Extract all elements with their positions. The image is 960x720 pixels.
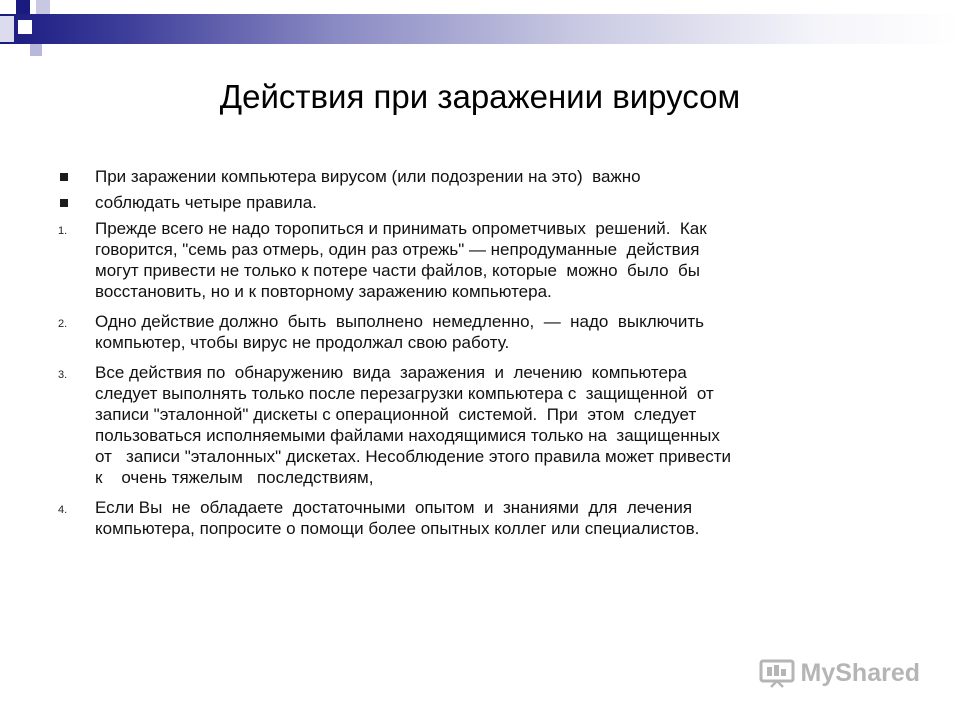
item-line: следует выполнять только после перезагрузки компьютера с защищенной от [95,384,714,403]
item-line: записи "эталонной" дискеты с операционной системой. При этом следует [95,405,697,424]
item-number: 2. [58,318,68,330]
item-line: компьютера, попросите о помощи более опытных коллег или специалистов. [95,519,700,538]
watermark-text: MyShared [800,658,920,687]
item-line: к очень тяжелым последствиям, [95,468,374,487]
numbered-item [58,497,908,539]
numbered-item [58,362,908,488]
item-line: могут привести не только к потере части файлов, которые можно было бы [95,261,700,280]
header-gradient-bar [0,14,960,44]
decor-square-navy [16,0,30,14]
bullet-text: соблюдать четыре правила. [95,193,317,212]
slide-title: Действия при заражении вирусом [219,78,741,115]
item-line: от записи "эталонных" дискетах. Несоблюдение этого правила может привести [95,447,731,466]
numbered-item [58,218,908,302]
item-number: 4. [58,504,68,516]
item-number: 3. [58,369,68,381]
presentation-logo-icon [759,658,795,688]
item-line: Прежде всего не надо торопиться и принимать опрометчивых решений. Как [95,219,707,238]
numbered-item [58,311,908,353]
square-bullet-icon [60,173,68,181]
item-number: 1. [58,225,68,237]
watermark [759,658,920,688]
item-line: Одно действие должно быть выполнено немедленно, — надо выключить [95,312,704,331]
item-line: Все действия по обнаружению вида заражения и лечению компьютера [95,363,687,382]
decor-square-light [36,0,50,14]
bullet-item [58,166,908,187]
bullet-item [58,192,908,213]
bullet-text: При заражении компьютера вирусом (или подозрении на это) важно [95,167,641,186]
item-line: восстановить, но и к повторному заражению компьютера. [95,282,552,301]
decor-square-left [0,16,14,42]
item-line: Если Вы не обладаете достаточными опытом и знаниями для лечения [95,498,693,517]
item-line: пользоваться исполняемыми файлами находящимися только на защищенных [95,426,720,445]
square-bullet-icon [60,199,68,207]
decor-square-bottom [30,44,42,56]
item-line: компьютер, чтобы вирус не продолжал свою работу. [95,333,510,352]
decor-square-mid [18,20,32,34]
slide-content [58,166,908,539]
item-line: говорится, "семь раз отмерь, один раз отрежь" — непродуманные действия [95,240,700,259]
